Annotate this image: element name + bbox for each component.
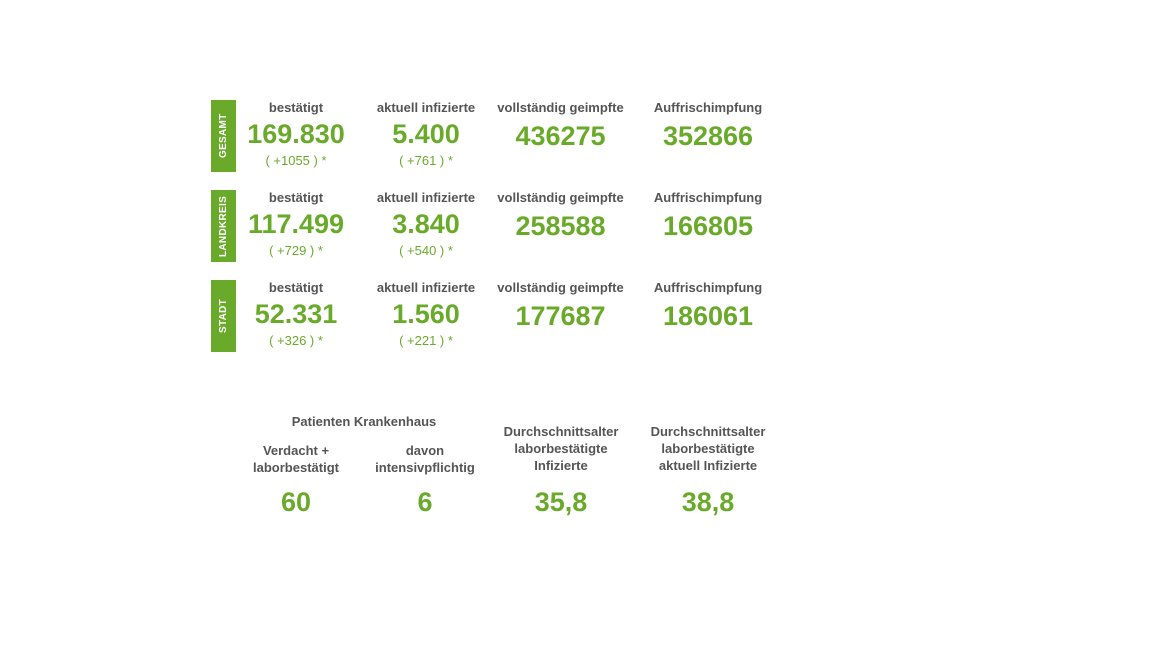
stat-label: vollständig geimpfte — [497, 280, 624, 295]
stat-label: aktuell infizierte — [376, 280, 476, 295]
stat-label: aktuell infizierte — [376, 190, 476, 205]
stat-value: 35,8 — [534, 487, 588, 517]
stat-hospital-icu — [368, 442, 482, 532]
stat-delta: ( +540 ) * — [399, 243, 453, 258]
stat-vaccinated — [493, 190, 628, 246]
stat-value: 3.840 — [392, 209, 460, 239]
stat-label: Auffrischimpfung — [653, 280, 763, 295]
stat-value: 169.830 — [247, 119, 345, 149]
stat-label: Auffrischimpfung — [653, 190, 763, 205]
stat-delta: ( +221 ) * — [399, 333, 453, 348]
region-label: LANDKREIS — [211, 190, 236, 262]
stat-vaccinated — [493, 100, 628, 156]
stat-average-age-current — [637, 423, 779, 532]
stat-label: Infizierte — [534, 458, 588, 473]
stat-value: 60 — [280, 487, 312, 517]
stat-booster — [638, 280, 778, 336]
stat-label: aktuell Infizierte — [658, 458, 758, 473]
stat-label: Verdacht + — [262, 443, 330, 458]
stat-label: laborbestätigte — [661, 441, 755, 456]
stat-average-age-all — [490, 423, 632, 532]
stat-value: 166805 — [662, 211, 754, 241]
stat-label: Durchschnittsalter — [503, 424, 619, 439]
stat-value: 436275 — [515, 121, 606, 151]
stat-value: 258588 — [515, 211, 606, 241]
stat-value: 1.560 — [392, 299, 460, 329]
region-label: STADT — [211, 280, 236, 352]
stat-label: Durchschnittsalter — [650, 424, 766, 439]
stat-value: 38,8 — [681, 487, 735, 517]
stat-active — [366, 100, 486, 170]
stat-label: aktuell infizierte — [376, 100, 476, 115]
stat-label: intensivpflichtig — [375, 460, 475, 475]
region-gesamt — [211, 100, 791, 174]
hospital-title: Patienten Krankenhaus — [291, 414, 437, 429]
stat-booster — [638, 190, 778, 246]
stat-booster — [638, 100, 778, 156]
stat-label: davon — [405, 443, 445, 458]
stat-label: bestätigt — [268, 280, 324, 295]
stat-value: 177687 — [515, 301, 606, 331]
stat-delta: ( +326 ) * — [269, 333, 323, 348]
stat-label: bestätigt — [268, 190, 324, 205]
stat-delta: ( +761 ) * — [399, 153, 453, 168]
stat-delta: ( +1055 ) * — [265, 153, 327, 168]
stat-value: 352866 — [662, 121, 754, 151]
stat-active — [366, 280, 486, 350]
stat-vaccinated — [493, 280, 628, 336]
stat-delta: ( +729 ) * — [269, 243, 323, 258]
stat-confirmed — [236, 280, 356, 350]
stat-label: Auffrischimpfung — [653, 100, 763, 115]
hospital-age-section — [240, 410, 800, 530]
stat-label: laborbestätigte — [514, 441, 608, 456]
stat-value: 52.331 — [254, 299, 338, 329]
stat-label: bestätigt — [268, 100, 324, 115]
region-stadt — [211, 280, 791, 354]
stat-hospital-suspected — [240, 442, 352, 532]
stat-active — [366, 190, 486, 260]
stat-value: 5.400 — [392, 119, 460, 149]
stat-label: vollständig geimpfte — [497, 100, 624, 115]
stat-value: 186061 — [662, 301, 754, 331]
stat-label: laborbestätigt — [253, 460, 339, 475]
stat-confirmed — [236, 190, 356, 260]
region-label: GESAMT — [211, 100, 236, 172]
region-landkreis — [211, 190, 791, 264]
stat-label: vollständig geimpfte — [497, 190, 624, 205]
stat-value: 6 — [417, 487, 433, 517]
stat-confirmed — [236, 100, 356, 170]
stat-value: 117.499 — [247, 209, 345, 239]
